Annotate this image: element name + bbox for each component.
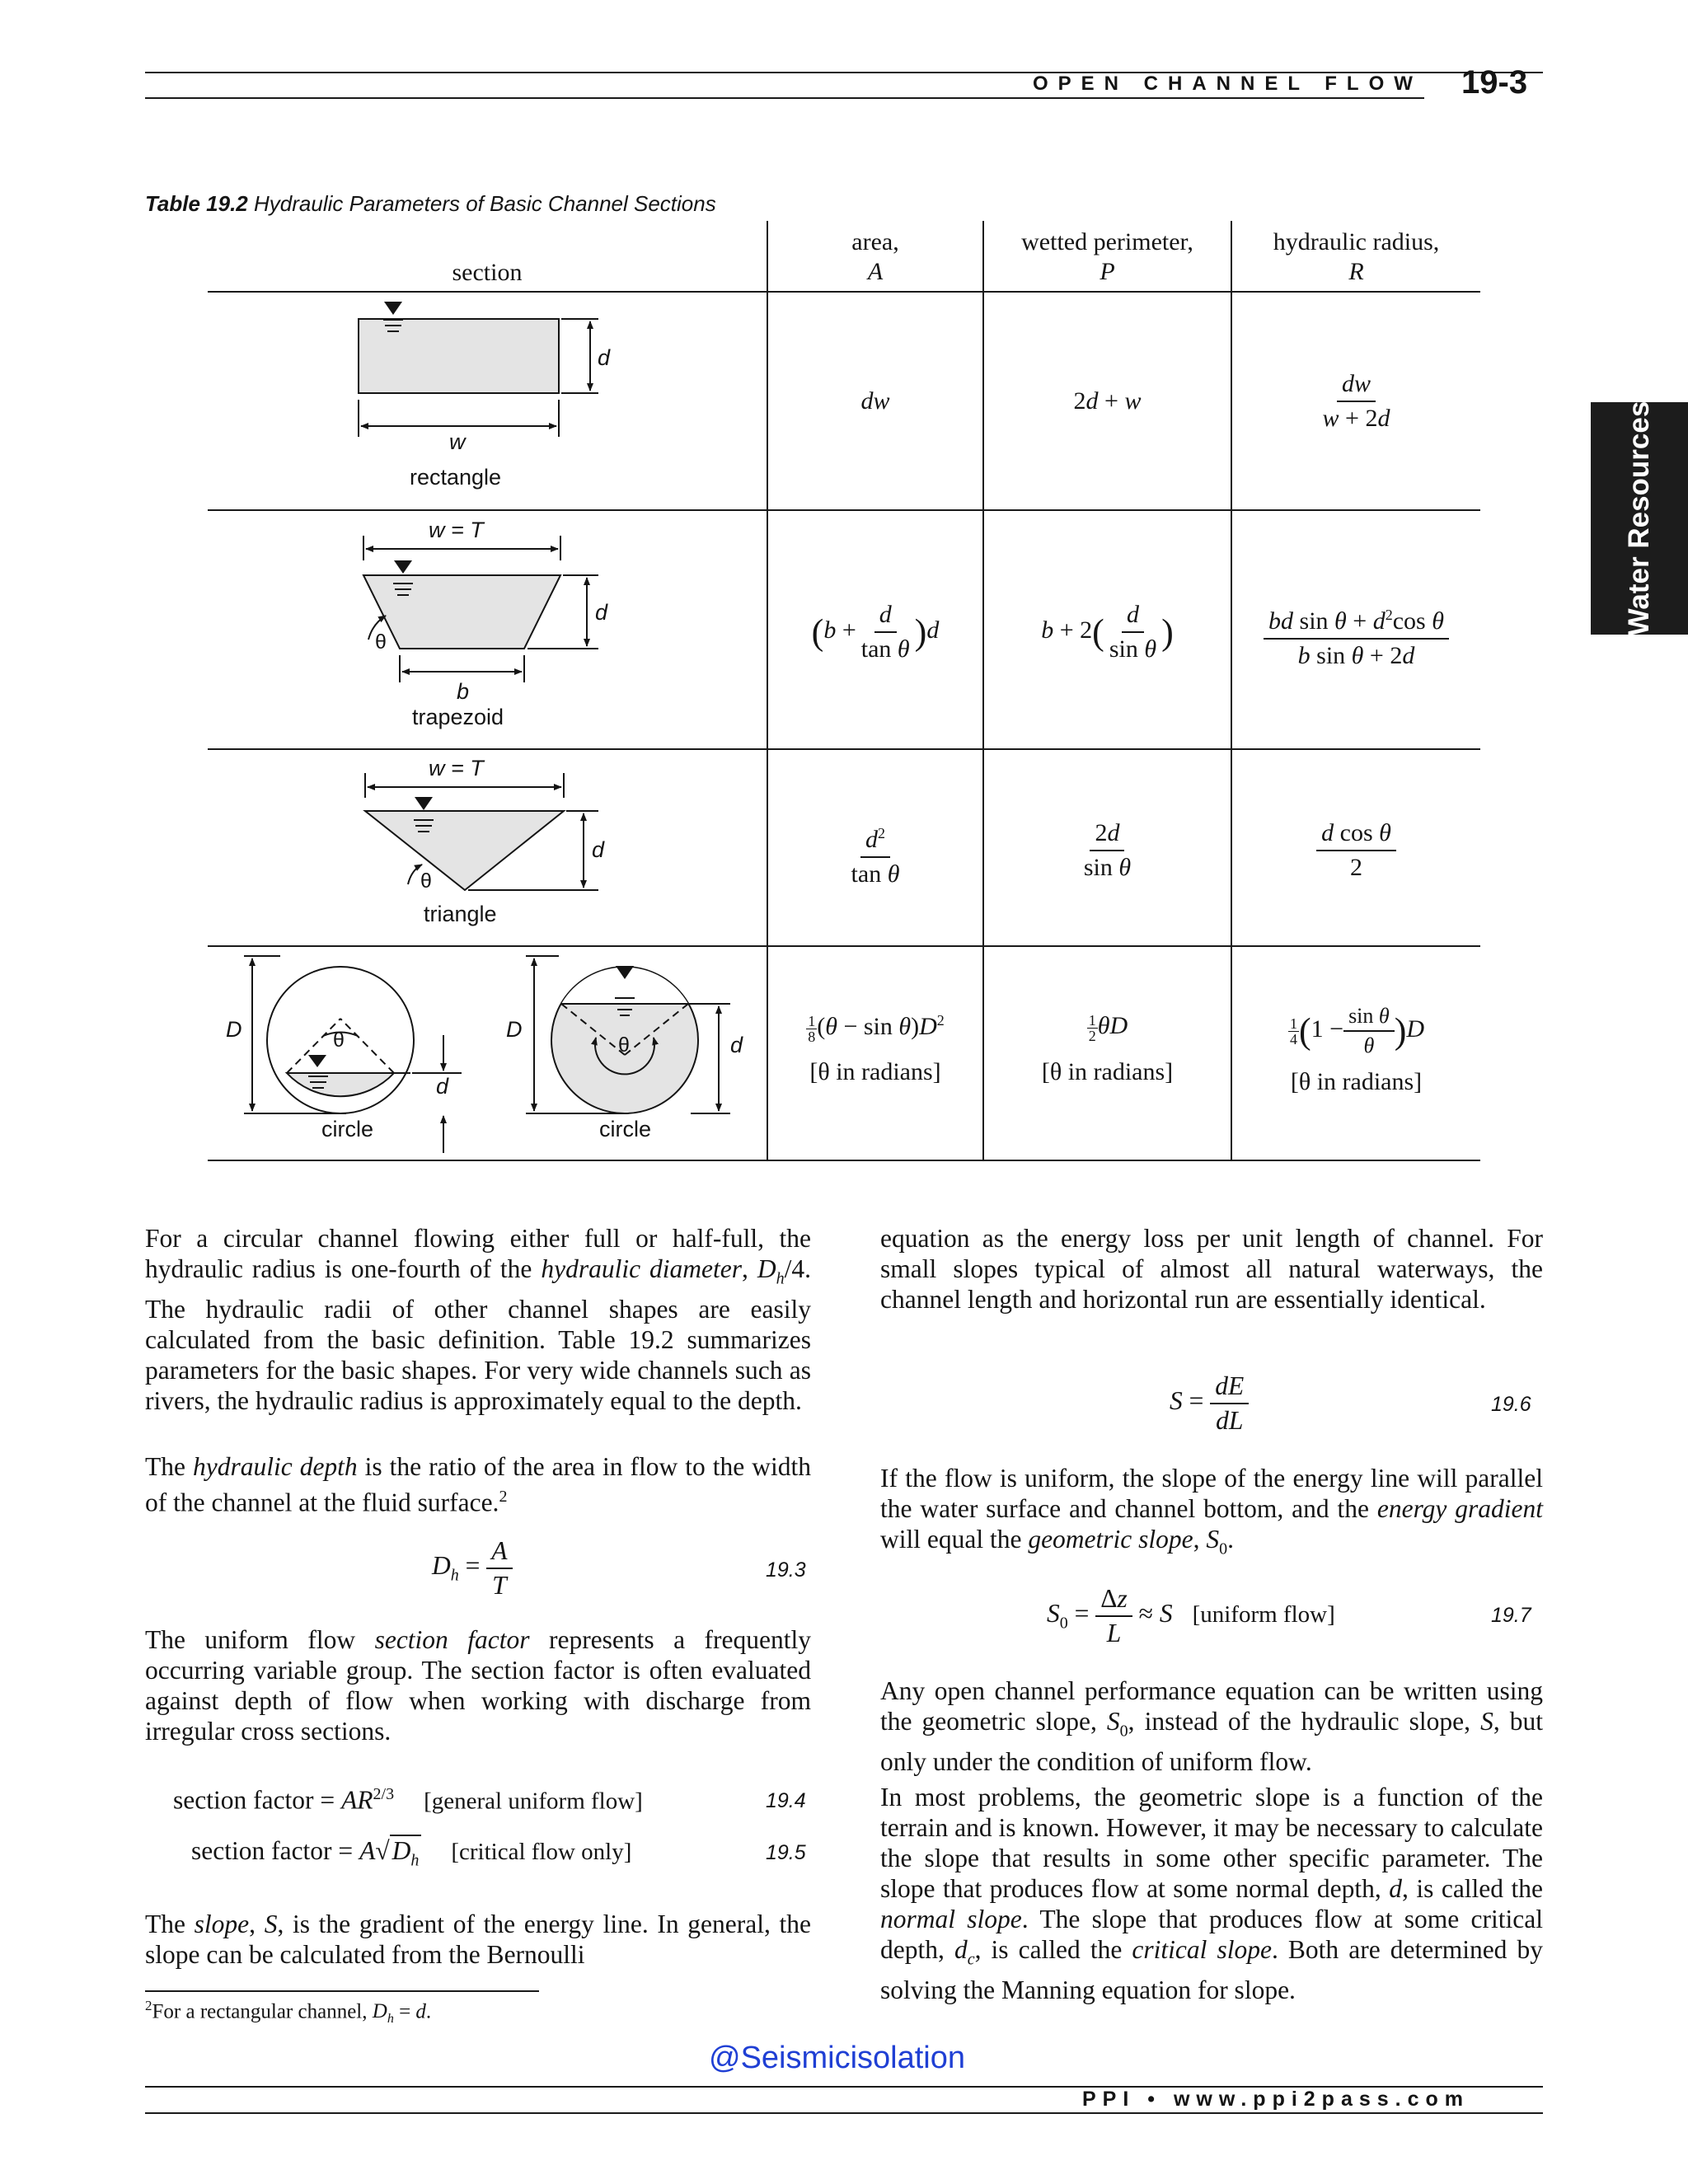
left-paragraph-3: The uniform flow section factor represents a frequently occurring variable group. The section factor is often evaluated against depth of flow when working with discharge from irregular cross sections.: [145, 1625, 812, 1746]
cell-circle-area: $\frac{1}{8}$ $(\theta - \sin \theta)D^2$: [808, 1012, 945, 1045]
equation-19-4: section factor = $AR^{2/3}$ [general uniform flow]: [173, 1785, 643, 1815]
cell-trap-radius: $\frac{bd \sin \theta + d^2\cos \theta}{\text{b sin θ + 2d}}$: [1232, 600, 1480, 671]
right-paragraph-4: In most problems, the geometric slope is a function of the terrain and is known. However, it may be necessary to calculate the slope that results in some other specific parameter. The slope that produces flow at some normal depth, d, is called the normal slope. The slope that produces flow at some critical depth, $d_c$, is called the critical slope. Both are determined by solving the Manning equation for slope.: [880, 1783, 1543, 2005]
eqno-19-3: 19.3: [766, 1558, 806, 1582]
cell-circle-area-note: [768, 1058, 982, 1086]
radians-note-3: [θ in radians]: [1290, 1068, 1423, 1095]
cell-trap-perimeter: b + 2( $\frac{d}{\text{sin θ}}$ ): [1041, 601, 1174, 663]
cell-tri-radius: $\frac{\text{d cos θ}}{2}$: [1232, 818, 1480, 883]
cell-circle-perimeter-note: [984, 1058, 1231, 1086]
triangle-name: triangle: [424, 902, 497, 926]
circle1-theta-label: θ: [333, 1029, 345, 1052]
cell-circle-perimeter: $\frac{1}{2}$ θD: [1088, 1011, 1128, 1044]
rectangle-d-label: d: [598, 345, 611, 370]
rectangle-name: rectangle: [410, 465, 502, 490]
eqno-19-7: 19.7: [1491, 1604, 1531, 1627]
right-paragraph-2: If the flow is uniform, the slope of the energy line will parallel the water surface and channel bottom, and the energy gradient will equal the geometric slope, $S_0$.: [880, 1464, 1544, 1558]
table-title: Hydraulic Parameters of Basic Channel Sections: [254, 191, 716, 216]
trapezoid-b-label: b: [457, 679, 470, 704]
cell-tri-area: $\frac{d^2}{\text{tan θ}}$: [768, 818, 982, 889]
eqno-19-5: 19.5: [766, 1841, 806, 1864]
page-number: 19-3: [1461, 64, 1528, 101]
table-label: Table 19.2: [145, 191, 248, 216]
header-area-name: area,: [851, 228, 899, 255]
rectangle-diagram: [359, 302, 598, 437]
left-paragraph-2: The hydraulic depth is the ratio of the area in flow to the width of the channel at the fluid surface.$^2$: [145, 1452, 811, 1517]
watermark: @Seismicisolation: [709, 2041, 966, 2075]
trapezoid-w-label: w = T: [429, 518, 484, 542]
triangle-diagram: [365, 773, 598, 890]
trapezoid-d-label: d: [595, 600, 608, 625]
cell-rect-radius: $\frac{dw}{w + 2d}$: [1322, 370, 1390, 432]
triangle-theta-label: θ: [420, 869, 432, 893]
equation-19-3: $D_h$ = $\frac{A}{T}$: [432, 1536, 513, 1601]
cell-circle-radius-note: [1232, 1068, 1480, 1096]
left-paragraph-1: For a circular channel flowing either full or half-full, the hydraulic radius is one-fourth of the hydraulic diameter, $D_h/4$. The hydraulic radii of other channel shapes are easily calculated from the basic definition. Table 19.2 summarizes parameters for the basic shapes. For very wide channels such as rivers, the hydraulic radius is approximately equal to the depth.: [145, 1224, 812, 1416]
footnote-rule: [145, 1990, 539, 1992]
circle2-theta-label: θ: [618, 1033, 630, 1057]
triangle-w-label: w = T: [429, 756, 484, 780]
cell-rect-perimeter: 2d + w: [1073, 387, 1142, 415]
cell-rect-area: dw: [860, 387, 890, 415]
footnote: $^2$For a rectangular channel, $D_h = d$.: [145, 1998, 432, 2027]
triangle-d-label: d: [592, 837, 605, 862]
circle2-name: circle: [599, 1117, 652, 1141]
footer-url: PPI • www.ppi2pass.com: [1082, 2088, 1470, 2111]
circle1-name: circle: [321, 1117, 374, 1141]
header-radius-symbol: R: [1348, 258, 1364, 285]
right-paragraph-1: equation as the energy loss per unit length of channel. For small slopes typical of almost all natural waterways, the channel length and horizontal run are essentially identical.: [880, 1224, 1543, 1314]
circle2-d-label: d: [730, 1033, 743, 1057]
trapezoid-name: trapezoid: [412, 705, 504, 729]
radians-note-1: [θ in radians]: [809, 1058, 941, 1085]
side-tab-label: Water Resources: [1623, 401, 1655, 636]
header-area-symbol: A: [867, 258, 884, 285]
cell-tri-perimeter: $\frac{2d}{\text{sin θ}}$: [1083, 819, 1132, 881]
header-perimeter-name: wetted perimeter,: [1021, 228, 1193, 255]
eqno-19-4: 19.4: [766, 1789, 806, 1812]
footer-bottom-rule: [145, 2112, 1543, 2114]
header-radius-name: hydraulic radius,: [1273, 228, 1440, 255]
left-paragraph-4: The slope, S, is the gradient of the energy line. In general, the slope can be calculated from the Bernoulli: [145, 1910, 811, 1969]
right-paragraph-3: Any open channel performance equation can be written using the geometric slope, $S_0$, instead of the hydraulic slope, S, but only under the condition of uniform flow.: [880, 1676, 1543, 1777]
cell-trap-area: (b + $\frac{d}{\text{tan θ}}$ )d: [811, 601, 940, 663]
eqno-19-6: 19.6: [1491, 1393, 1531, 1416]
radians-note-2: [θ in radians]: [1041, 1058, 1174, 1085]
trapezoid-diagram: [363, 536, 598, 682]
equation-19-5: section factor = $A√D_h$ [critical flow only]: [191, 1836, 632, 1870]
cell-circle-radius: $\frac{1}{4}$ (1 − $\frac{\text{sin θ}}{\theta}$ )D: [1289, 1004, 1425, 1057]
rectangle-w-label: w: [449, 429, 466, 454]
header-section: section: [452, 259, 523, 286]
circle1-D-label: D: [226, 1017, 242, 1042]
circle2-D-label: D: [506, 1017, 523, 1042]
circle1-d-label: d: [436, 1074, 449, 1099]
header-perimeter-symbol: P: [1100, 258, 1115, 285]
trapezoid-theta-label: θ: [375, 630, 387, 654]
running-title: OPEN CHANNEL FLOW: [1033, 73, 1423, 95]
equation-19-7: $S_0$ = $\frac{\Delta z}{L}$ ≈ S [uniform flow]: [1047, 1584, 1335, 1647]
equation-19-6: S = $\frac{dE}{dL}$: [1170, 1371, 1249, 1436]
